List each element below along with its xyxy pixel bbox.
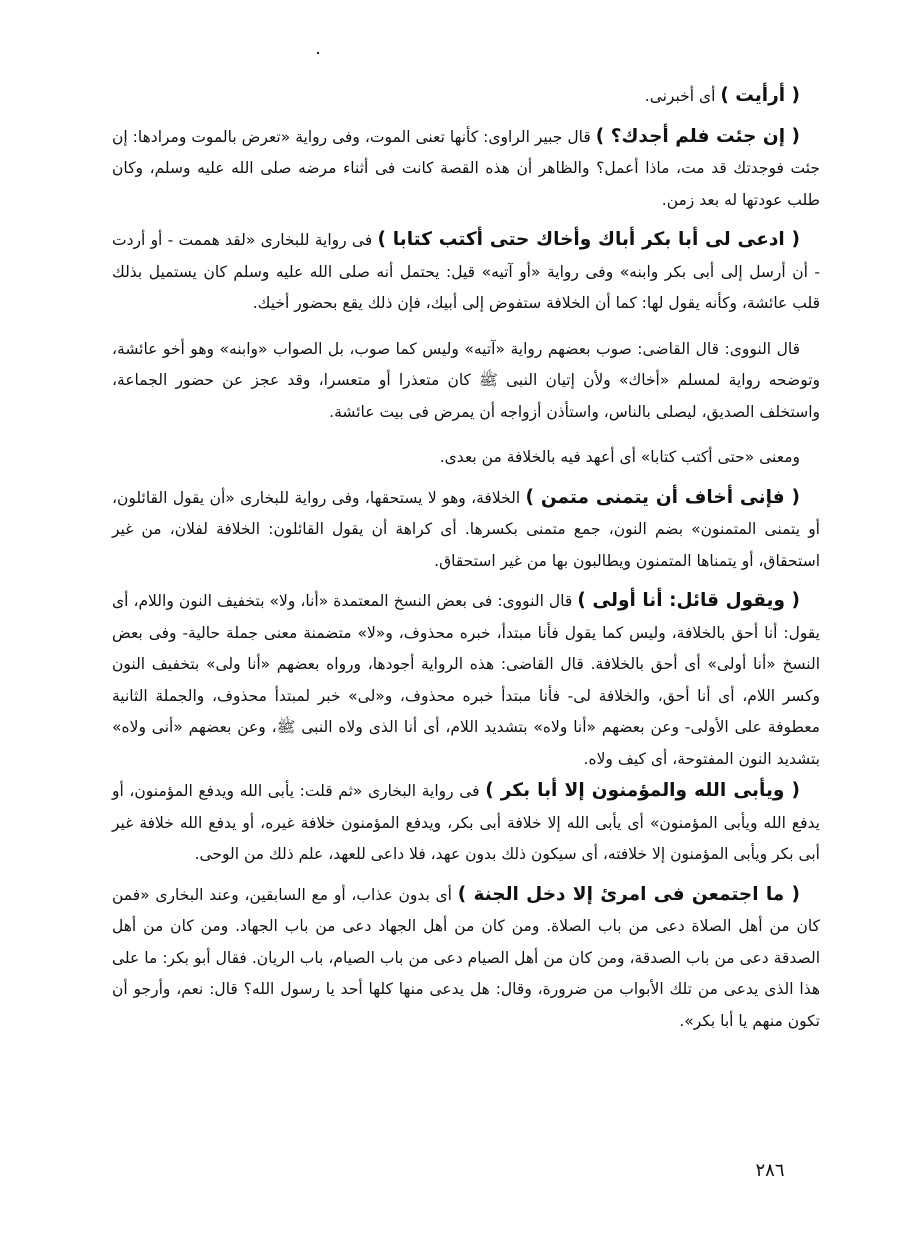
paragraph-text: ومعنى «حتى أكتب كتابا» أى أعهد فيه بالخلافة من بعدى. bbox=[439, 448, 800, 466]
paragraph-text: قال النووى: قال القاضى: صوب بعضهم رواية «آتيه» وليس كما صوب، بل الصواب «وابنه» وهو أخو عائشة، وتوضحه رواية لمسلم «أخاك» ولأن إتيان النبى ﷺ كان متعذرا أو متعسرا، وقد عجز عن حضور الجماعة، واستخلف الصديق، ليصلى بالناس، واستأذن أزواجه أن يمرض فى بيت عائشة. bbox=[112, 339, 820, 421]
paragraph-heading: ( ما اجتمعن فى امرئ إلا دخل الجنة ) bbox=[457, 883, 800, 905]
paragraph-heading: ( أرأيت ) bbox=[720, 85, 800, 106]
paragraph-nawawi bbox=[112, 334, 820, 429]
paragraph-udi-li bbox=[112, 224, 820, 320]
paragraph-text: قال النووى: فى بعض النسخ المعتمدة «أنا، ولا» بتخفيف النون واللام، أى يقول: أنا أحق بالخلافة، وليس كما يقول فأنا مبتدأ، خبره محذوف، و«لا» متضمنة معنى جملة حالية- وفى بعض النسخ «أنا أولى» أى أحق بالخلافة. قال القاضى: هذه الرواية أجودها، ورواه بعضهم «أنا ولى» بتخفيف النون وكسر اللام، أى أنا أحق، والخلافة لى- فأنا مبتدأ خبره محذوف، و«لى» خبر لمبتدأ محذوف، والجملة الثانية معطوفة على الأولى- وعن بعضهم «أنا ولاه» بتشديد اللام، أى أنا الذى ولاه النبى ﷺ، وعن بعضهم «أنى ولاه» بتشديد النون المفتوحة، أى كيف ولاه. bbox=[112, 592, 820, 768]
paragraph-ma-ijtamaan bbox=[112, 879, 820, 1038]
paragraph-text: فى رواية للبخارى «لقد هممت - أو أردت - أن أرسل إلى أبى بكر وابنه» وفى رواية «أو آتيه» قيل: يحتمل أنه صلى الله عليه وسلم كان يستميل بذلك قلب عائشة، وكأنه يقول لها: كما أن الخلافة ستفوض إلى أبيك، فإن ذلك يقع بحضور أخيك. bbox=[112, 231, 820, 312]
paragraph-araayta bbox=[112, 80, 820, 113]
paragraph-text: فى رواية البخارى «ثم قلت: يأبى الله ويدفع المؤمنون، أو يدفع الله ويأبى المؤمنون» أى يأبى الله إلا خلافة أبى بكر، ويدفع المؤمنون خلافة غيره، أو يدفع الله خلافة غير أبى بكر ويأبى المؤمنون إلا خلافته، أى سيكون ذلك بدون عهد، فلا داعى للعهد، علم ذلك من الوحى. bbox=[112, 782, 820, 863]
paragraph-heading: ( إن جئت فلم أجدك؟ ) bbox=[595, 125, 801, 147]
paragraph-heading: ( ويقول قائل: أنا أولى ) bbox=[577, 590, 800, 611]
scan-speck bbox=[317, 52, 319, 54]
paragraph-text: أى بدون عذاب، أو مع السابقين، وعند البخارى «فمن كان من أهل الصلاة دعى من باب الصلاة. ومن كان من أهل الجهاد دعى من باب الجهاد. ومن كان من أهل الصدقة دعى من باب الصدقة، ومن كان من أهل الصيام دعى من باب الصيام، باب الريان. فقال أبو بكر: ما على هذا الذى يدعى من تلك الأبواب من ضرورة، وقال: هل يدعى منها كلها أحد يا رسول الله؟ قال: نعم، وأرجو أن تكون منهم يا أبا بكر». bbox=[112, 885, 820, 1030]
paragraph-wa-yaqulu bbox=[112, 585, 820, 775]
paragraph-text: الخلافة، وهو لا يستحقها، وفى رواية للبخارى «أن يقول القائلون، أو يتمنى المتمنون» بضم النون، جمع متمنى بكسرها. أى كراهة أن يقول القائلون: الخلافة لفلان، من غير استحقاق، أو يتمناها المتمنون ويطالبون بها من غير استحقاق. bbox=[112, 488, 820, 570]
page-body bbox=[112, 80, 820, 1037]
paragraph-text: قال جبير الراوى: كأنها تعنى الموت، وفى رواية «تعرض بالموت ومرادها: إن جئت فوجدتك قد مت، ماذا أعمل؟ والظاهر أن هذه القصة كانت فى أثناء مرضه صلى الله عليه وسلم، وكان طلب عودتها له بعد زمن. bbox=[112, 127, 820, 209]
page-number: ٢٨٦ bbox=[755, 1160, 785, 1181]
paragraph-heading: ( فإنى أخاف أن يتمنى متمن ) bbox=[525, 486, 801, 508]
paragraph-fainni-akhaf bbox=[112, 482, 820, 578]
paragraph-heading: ( ادعى لى أبا بكر أباك وأخاك حتى أكتب كتابا ) bbox=[377, 229, 800, 250]
paragraph-text: أى أخبرنى. bbox=[644, 87, 721, 105]
paragraph-wa-yaba bbox=[112, 775, 820, 871]
paragraph-heading: ( ويأبى الله والمؤمنون إلا أبا بكر ) bbox=[485, 780, 800, 801]
paragraph-in-jiitu bbox=[112, 121, 820, 217]
paragraph-maana bbox=[112, 442, 820, 474]
